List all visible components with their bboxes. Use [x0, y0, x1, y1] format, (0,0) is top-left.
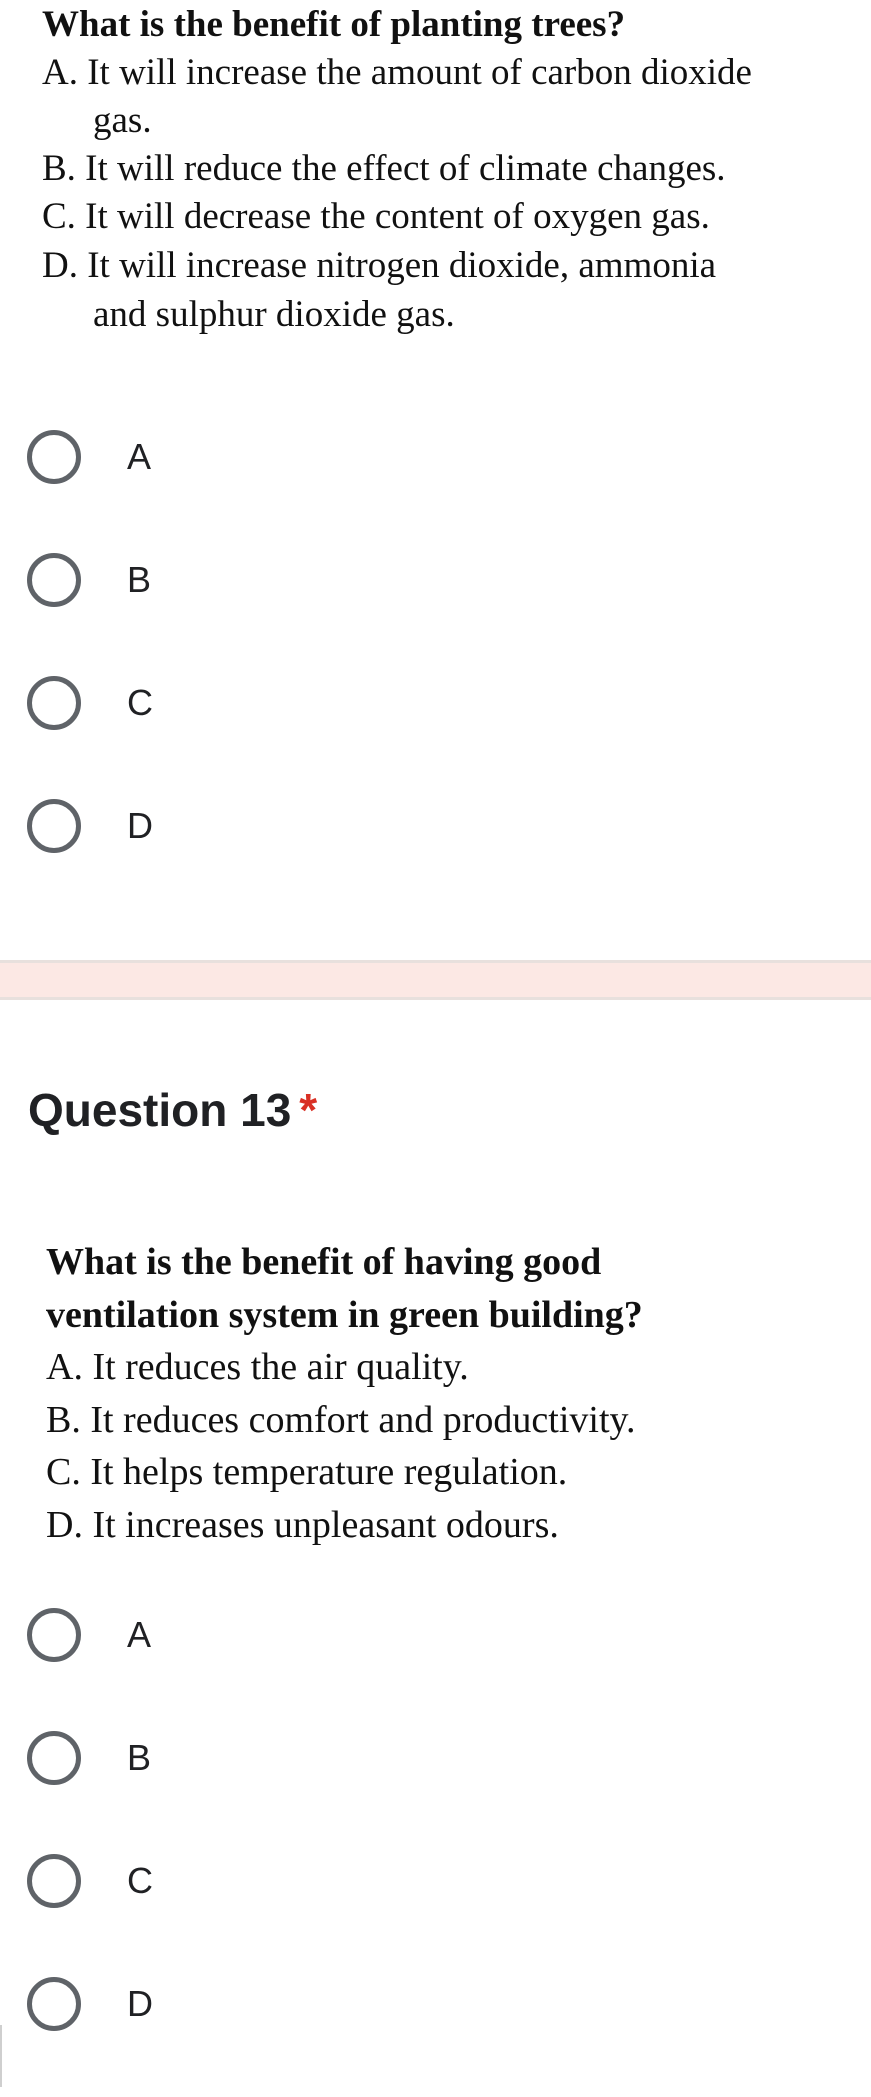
- choice-label: C: [127, 682, 153, 723]
- radio-button-icon[interactable]: [27, 553, 81, 607]
- choice-label: A: [127, 436, 152, 477]
- question-12-option-d-line-1: D. It will increase nitrogen dioxide, ammonia: [42, 245, 717, 286]
- left-edge-divider: [0, 2025, 2, 2087]
- radio-button-icon[interactable]: [27, 430, 81, 484]
- choice-label: D: [127, 805, 153, 846]
- choice-label: A: [127, 1614, 152, 1655]
- choice-label: B: [127, 559, 152, 600]
- question-12-choice-a[interactable]: [27, 422, 427, 492]
- choice-label: B: [127, 1737, 152, 1778]
- choice-label: D: [127, 1983, 153, 2024]
- radio-button-icon[interactable]: [27, 1731, 81, 1785]
- section-separator: [0, 960, 871, 1000]
- radio-button-icon[interactable]: [27, 1608, 81, 1662]
- question-13-heading: [28, 1080, 317, 1140]
- question-12-option-b: B. It will reduce the effect of climate changes.: [42, 148, 726, 189]
- question-12-choice-b[interactable]: [27, 545, 427, 615]
- question-12-choice-d[interactable]: [27, 791, 427, 861]
- question-13-text-line-2: ventilation system in green building?: [46, 1294, 643, 1336]
- question-heading-label: Question 13: [28, 1084, 292, 1136]
- radio-button-icon[interactable]: [27, 799, 81, 853]
- question-13-choice-d[interactable]: [27, 1969, 427, 2039]
- question-12-option-c: C. It will decrease the content of oxygen gas.: [42, 196, 710, 237]
- question-13-choice-b[interactable]: [27, 1723, 427, 1793]
- question-13-choice-a[interactable]: [27, 1600, 427, 1670]
- question-13-option-d: D. It increases unpleasant odours.: [46, 1504, 559, 1546]
- radio-button-icon[interactable]: [27, 1977, 81, 2031]
- radio-button-icon[interactable]: [27, 676, 81, 730]
- question-13-option-b: B. It reduces comfort and productivity.: [46, 1399, 636, 1441]
- question-12-option-a-line-2: gas.: [93, 100, 152, 141]
- required-asterisk: *: [299, 1084, 318, 1136]
- choice-label: C: [127, 1860, 153, 1901]
- question-12-option-a-line-1: A. It will increase the amount of carbon dioxide: [42, 52, 752, 93]
- question-12-choice-c[interactable]: [27, 668, 427, 738]
- question-12-option-d-line-2: and sulphur dioxide gas.: [93, 294, 455, 335]
- question-13-option-c: C. It helps temperature regulation.: [46, 1451, 568, 1493]
- question-13-text-line-1: What is the benefit of having good: [46, 1241, 602, 1283]
- question-13-option-a: A. It reduces the air quality.: [46, 1346, 469, 1388]
- question-12-text: What is the benefit of planting trees?: [42, 4, 626, 45]
- radio-button-icon[interactable]: [27, 1854, 81, 1908]
- question-13-choice-c[interactable]: [27, 1846, 427, 1916]
